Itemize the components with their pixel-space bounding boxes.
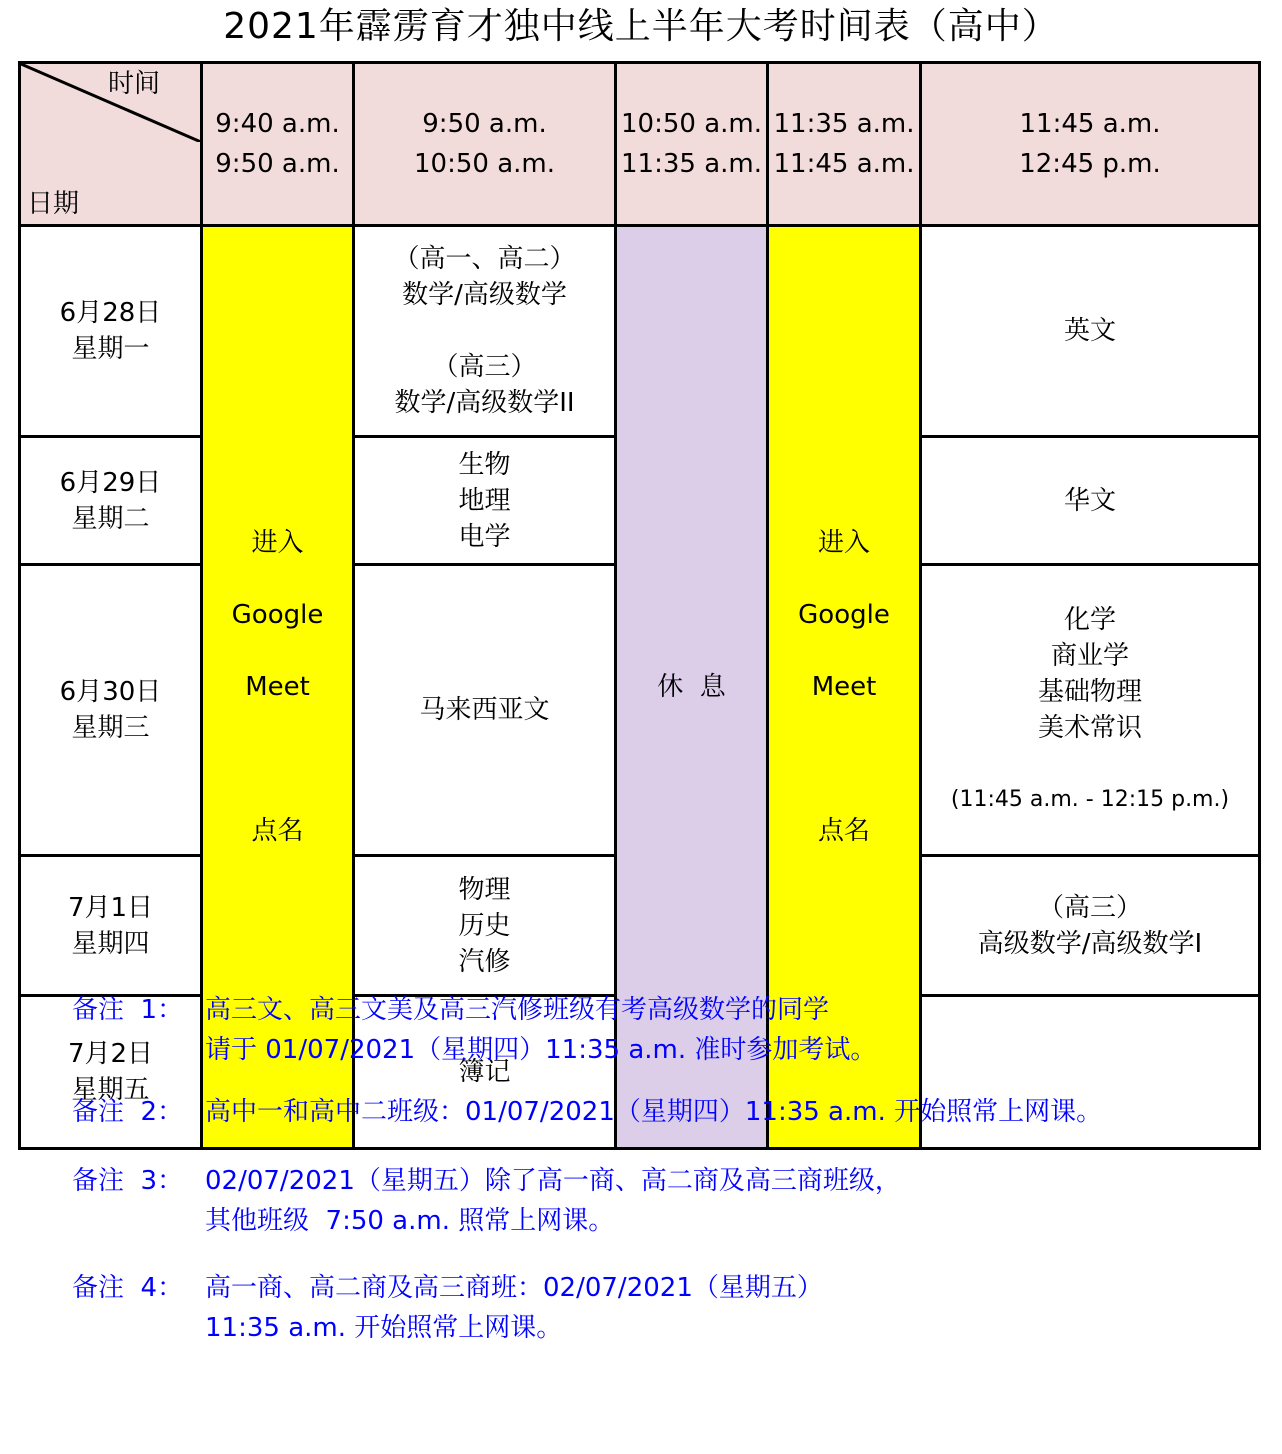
roll-call-line: Google [231, 600, 324, 630]
time-slot-header: 9:50 a.m. 10:50 a.m. [354, 63, 616, 226]
exam-cell: 马来西亚文 [354, 565, 616, 856]
roll-call-line: Google [798, 600, 890, 630]
roll-call-line: 进入 [817, 528, 870, 558]
time-slot-header: 9:40 a.m. 9:50 a.m. [202, 63, 354, 226]
roll-call-line: Meet [811, 672, 877, 702]
note-text: 02/07/2021（星期五）除了高一商、高二商及高三商班级， 其他班级 7:50 a.m. 照常上网课。 [205, 1166, 901, 1236]
roll-call-line: 点名 [817, 816, 870, 846]
date-cell: 6月28日 星期一 [20, 226, 202, 437]
exam-cell: （高三） 高级数学/高级数学I [921, 856, 1260, 996]
page-title: 2021年霹雳育才独中线上半年大考时间表（高中） [223, 6, 1059, 47]
note-label: 备注 1： [72, 995, 184, 1025]
time-slot-header: 11:35 a.m. 11:45 a.m. [768, 63, 921, 226]
note-label: 备注 3： [72, 1166, 184, 1196]
corner-time-label: 时间 [107, 69, 160, 99]
time-slot-header: 11:45 a.m. 12:45 p.m. [921, 63, 1260, 226]
corner-date-label: 日期 [27, 189, 80, 219]
date-cell: 6月29日 星期二 [20, 437, 202, 565]
roll-call-line: 点名 [251, 816, 304, 846]
note-label: 备注 4： [72, 1273, 184, 1303]
note-text: 高中一和高中二班级：01/07/2021（星期四）11:35 a.m. 开始照常上网课。 [205, 1097, 1103, 1127]
date-cell: 7月1日 星期四 [20, 856, 202, 996]
break-label: 休 息 [657, 672, 726, 702]
exam-time-note: (11:45 a.m. - 12:15 p.m.) [950, 787, 1230, 812]
exam-cell: （高一、高二） 数学/高级数学 （高三） 数学/高级数学II [354, 226, 616, 437]
exam-cell: 物理 历史 汽修 [354, 856, 616, 996]
exam-cell: 华文 [921, 437, 1260, 565]
time-slot-header: 10:50 a.m. 11:35 a.m. [616, 63, 768, 226]
note-text: 高三文、高三文美及高三汽修班级有考高级数学的同学 请于 01/07/2021（星期四）11:35 a.m. 准时参加考试。 [205, 995, 877, 1065]
exam-subjects: 化学 商业学 基础物理 美术常识 [1037, 605, 1142, 743]
exam-cell: 簿记 [354, 996, 616, 1149]
exam-cell: 生物 地理 电学 [354, 437, 616, 565]
note-label: 备注 2： [72, 1097, 184, 1127]
note-text: 高一商、高二商及高三商班：02/07/2021（星期五） 11:35 a.m. 开始照常上网课。 [205, 1273, 823, 1343]
roll-call-line: 进入 [251, 528, 304, 558]
exam-cell: 英文 [921, 226, 1260, 437]
roll-call-line: Meet [245, 672, 310, 702]
date-cell: 6月30日 星期三 [20, 565, 202, 856]
date-cell: 7月2日 星期五 [20, 996, 202, 1149]
